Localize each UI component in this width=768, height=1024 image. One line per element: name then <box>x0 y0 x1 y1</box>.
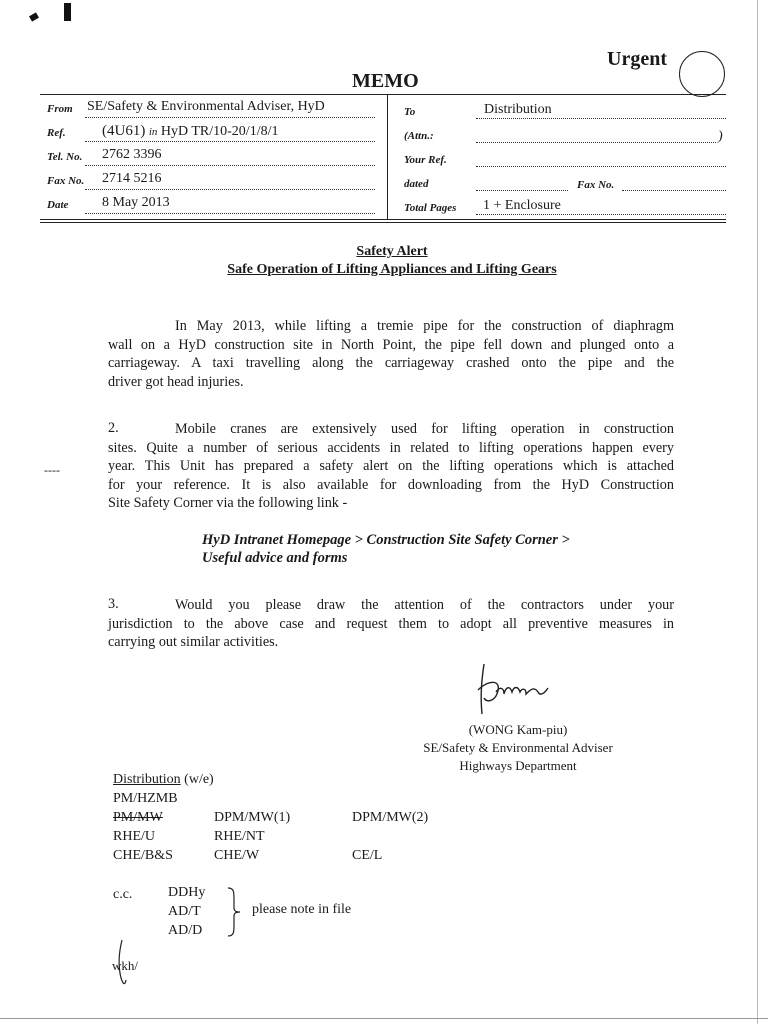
to-dots <box>476 118 726 119</box>
fax-dots <box>85 189 375 190</box>
link-path-line2[interactable]: Useful advice and forms <box>202 550 348 566</box>
distribution-entry: PM/MW <box>113 810 163 825</box>
distribution-entry: CHE/W <box>214 848 260 863</box>
paragraph-2-line: sites. Quite a number of serious accidents in related to lifting operations happen every <box>108 439 674 456</box>
cc-recipient: AD/T <box>168 904 201 919</box>
from-label: From <box>47 103 73 115</box>
distribution-entry: DPM/MW(1) <box>214 810 291 825</box>
ref-value-main: (4U61) <box>102 123 146 139</box>
cc-brace <box>226 886 242 938</box>
handwritten-signature <box>470 660 560 718</box>
your-ref-label: Your Ref. <box>404 154 447 166</box>
paragraph-1-line: driver got head injuries. <box>108 373 244 390</box>
cc-label: c.c. <box>113 887 133 902</box>
scan-edge <box>757 0 758 1024</box>
to-value: Distribution <box>484 102 552 117</box>
distribution-heading <box>113 772 214 788</box>
paragraph-2 <box>108 420 674 513</box>
distribution-entry: PM/HZMB <box>113 791 178 806</box>
ref-label: Ref. <box>47 127 66 139</box>
to-fax-dots <box>622 190 726 191</box>
paragraph-1-line: wall on a HyD construction site in North Point, the pipe fell down and plunged onto a <box>108 336 674 353</box>
header-rule-top <box>40 219 726 220</box>
ref-dots <box>85 141 375 142</box>
paragraph-3-number: 3. <box>108 596 119 612</box>
link-path-line1[interactable]: HyD Intranet Homepage > Construction Site Safety Corner > <box>202 532 570 548</box>
scan-mark <box>64 3 71 21</box>
date-value: 8 May 2013 <box>102 195 170 210</box>
paragraph-1 <box>108 317 674 391</box>
fax-label: Fax No. <box>47 175 85 187</box>
signatory-department: Highways Department <box>459 758 577 773</box>
memo-title: MEMO <box>352 70 419 92</box>
paragraph-2-number: 2. <box>108 420 119 436</box>
signatory-name: (WONG Kam-piu) <box>468 722 568 737</box>
paragraph-2-line: for your reference. It is also available for downloading from the HyD Construction <box>108 476 674 493</box>
to-label: To <box>404 106 416 118</box>
typist-initials: wkh/ <box>112 958 138 973</box>
total-pages-value: 1 + Enclosure <box>483 198 561 213</box>
header-divider <box>387 95 388 220</box>
attn-close: ) <box>718 129 723 144</box>
scan-mark <box>29 12 39 21</box>
scan-bottom-edge <box>0 1018 768 1019</box>
paragraph-3-line: Would you please draw the attention of the contractors under your <box>175 597 674 613</box>
header-rule-bottom <box>40 222 726 223</box>
ref-value-in: in <box>148 126 158 138</box>
paragraph-1-line: carriageway. A taxi travelling along the carriageway crashed onto the pipe and the <box>108 355 674 371</box>
distribution-entry: RHE/U <box>113 829 155 844</box>
cc-note: please note in file <box>252 902 352 917</box>
total-pages-label: Total Pages <box>404 202 457 214</box>
urgent-checkbox-circle[interactable] <box>679 51 725 97</box>
tel-value: 2762 3396 <box>102 147 162 162</box>
attn-label: (Attn.: <box>404 130 434 142</box>
distribution-heading-suffix: (w/e) <box>184 772 214 787</box>
total-pages-dots <box>476 214 726 215</box>
paragraph-3-line: jurisdiction to the above case and request them to adopt all preventive measures in <box>108 615 674 632</box>
ref-value <box>102 123 278 140</box>
fax-value: 2714 5216 <box>102 171 162 186</box>
distribution-heading-text: Distribution <box>113 772 181 787</box>
subject-line2: Safe Operation of Lifting Appliances and Lifting Gears <box>227 262 557 277</box>
paragraph-2-line: Mobile cranes are extensively used for lifting operation in construction <box>175 421 674 437</box>
date-label: Date <box>47 199 69 211</box>
dated-dots <box>476 190 568 191</box>
to-fax-label: Fax No. <box>577 179 615 191</box>
from-value: SE/Safety & Environmental Adviser, HyD <box>87 99 325 114</box>
paragraph-3-line: carrying out similar activities. <box>108 634 279 650</box>
cc-recipient: AD/D <box>168 923 203 938</box>
dated-label: dated <box>404 178 429 190</box>
paragraph-1-line: In May 2013, while lifting a tremie pipe for the construction of diaphragm <box>175 318 674 334</box>
margin-mark: ---- <box>44 463 60 477</box>
your-ref-dots <box>476 166 726 167</box>
distribution-entry: CE/L <box>352 848 383 863</box>
subject-line1: Safety Alert <box>356 244 428 259</box>
tel-label: Tel. No. <box>47 151 83 163</box>
attn-dots <box>476 142 716 143</box>
paragraph-3 <box>108 596 674 652</box>
urgent-label: Urgent <box>607 48 667 70</box>
cc-recipient: DDHy <box>168 885 206 900</box>
distribution-entry: RHE/NT <box>214 829 265 844</box>
distribution-entry: CHE/B&S <box>113 848 173 863</box>
date-dots <box>85 213 375 214</box>
ref-value-rest: HyD TR/10-20/1/8/1 <box>160 124 279 139</box>
distribution-entry: DPM/MW(2) <box>352 810 429 825</box>
paragraph-2-line: year. This Unit has prepared a safety alert on the lifting operations which is attached <box>108 458 674 474</box>
signatory-title: SE/Safety & Environmental Adviser <box>423 740 613 755</box>
tel-dots <box>85 165 375 166</box>
paragraph-2-line: Site Safety Corner via the following link - <box>108 495 348 511</box>
from-dots <box>85 117 375 118</box>
memo-title-underline <box>40 94 726 95</box>
